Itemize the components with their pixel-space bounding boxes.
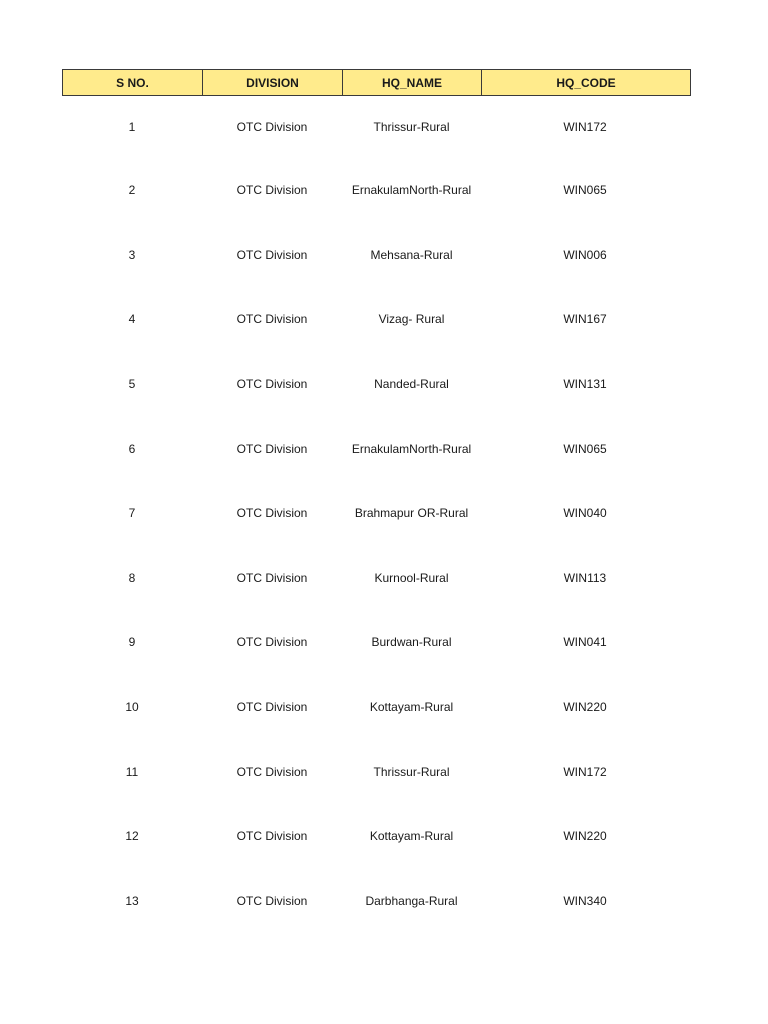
cell-hq-code: WIN172 <box>563 764 607 779</box>
cell-division: OTC Division <box>236 506 308 521</box>
cell-hq-name: Brahmapur OR-Rural <box>354 506 469 521</box>
table-row <box>62 287 691 352</box>
cell-division: OTC Division <box>236 441 308 456</box>
cell-hq-name: Thrissur-Rural <box>373 764 450 779</box>
table-row <box>62 158 691 223</box>
table-row <box>62 416 691 481</box>
cell-s-no: 4 <box>128 312 136 327</box>
cell-hq-code: WIN167 <box>563 312 607 327</box>
table-row <box>62 610 691 675</box>
cell-s-no: 3 <box>128 247 136 262</box>
table-row <box>62 96 691 158</box>
table-row <box>62 739 691 804</box>
cell-division: OTC Division <box>236 377 308 392</box>
cell-division: OTC Division <box>236 829 308 844</box>
cell-s-no: 10 <box>125 700 139 715</box>
cell-hq-code: WIN065 <box>563 441 607 456</box>
cell-hq-code: WIN113 <box>563 570 607 585</box>
cell-hq-name: Darbhanga-Rural <box>365 893 458 908</box>
header-hq-name: HQ_NAME <box>343 70 482 95</box>
cell-hq-code: WIN340 <box>563 893 607 908</box>
table-row <box>62 481 691 546</box>
cell-division: OTC Division <box>236 120 308 134</box>
cell-s-no: 2 <box>128 183 136 198</box>
cell-hq-code: WIN065 <box>563 183 607 198</box>
table-row <box>62 675 691 740</box>
table-row <box>62 352 691 417</box>
cell-s-no: 6 <box>128 441 136 456</box>
cell-hq-name: Kottayam-Rural <box>369 700 454 715</box>
header-division: DIVISION <box>203 70 343 95</box>
cell-hq-code: WIN220 <box>563 700 607 715</box>
cell-hq-name: Nanded-Rural <box>374 377 449 392</box>
cell-hq-code: WIN006 <box>563 247 607 262</box>
cell-hq-name: Mehsana-Rural <box>370 247 453 262</box>
header-hq-code: HQ_CODE <box>556 75 616 90</box>
cell-s-no: 13 <box>125 893 139 908</box>
table-row <box>62 869 691 934</box>
cell-hq-code: WIN040 <box>563 506 607 521</box>
cell-s-no: 11 <box>125 764 139 779</box>
cell-hq-code: WIN131 <box>563 377 607 392</box>
cell-division: OTC Division <box>236 764 308 779</box>
data-table <box>62 69 691 933</box>
cell-hq-name: Kurnool-Rural <box>374 570 449 585</box>
cell-s-no: 7 <box>128 506 136 521</box>
table-row <box>62 546 691 611</box>
cell-hq-code: WIN041 <box>563 635 607 650</box>
cell-division: OTC Division <box>236 893 308 908</box>
cell-s-no: 9 <box>128 635 136 650</box>
cell-s-no: 12 <box>125 829 139 844</box>
table-row <box>62 223 691 288</box>
cell-hq-name: Thrissur-Rural <box>373 120 450 134</box>
cell-hq-code: WIN172 <box>563 120 607 134</box>
cell-s-no: 1 <box>128 120 136 134</box>
table-row <box>62 804 691 869</box>
table-body <box>62 96 691 933</box>
cell-hq-code: WIN220 <box>563 829 607 844</box>
cell-hq-name: ErnakulamNorth-Rural <box>351 183 472 198</box>
cell-s-no: 8 <box>128 570 136 585</box>
cell-hq-name: ErnakulamNorth-Rural <box>351 441 472 456</box>
cell-division: OTC Division <box>236 183 308 198</box>
cell-division: OTC Division <box>236 570 308 585</box>
table-header-row <box>62 69 691 96</box>
cell-division: OTC Division <box>236 700 308 715</box>
cell-hq-name: Vizag- Rural <box>378 312 445 327</box>
cell-division: OTC Division <box>236 635 308 650</box>
cell-hq-name: Kottayam-Rural <box>369 829 454 844</box>
header-s-no: S NO. <box>63 70 203 95</box>
cell-division: OTC Division <box>236 312 308 327</box>
cell-s-no: 5 <box>128 377 136 392</box>
cell-hq-name: Burdwan-Rural <box>371 635 452 650</box>
cell-division: OTC Division <box>236 247 308 262</box>
